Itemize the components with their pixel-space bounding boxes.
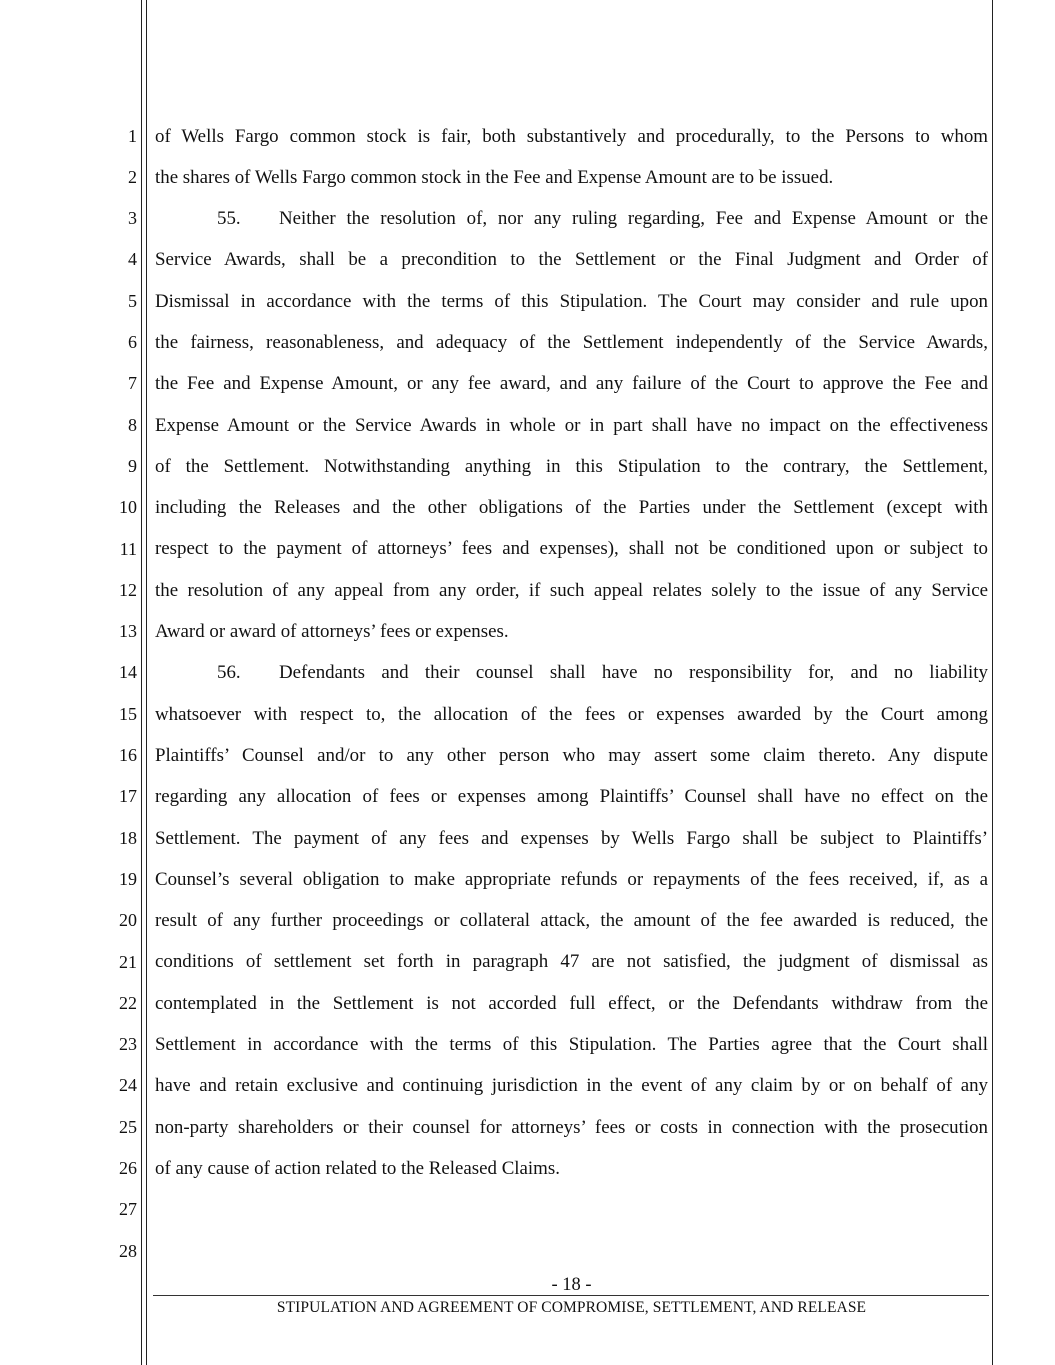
line-number: 1 [128,125,137,146]
line-number: 27 [119,1199,137,1220]
text-line: of the Settlement. Notwithstanding anything in this Stipulation to the contrary, the Settlement, [155,455,988,477]
line-number: 15 [119,703,137,724]
line-number: 13 [119,621,137,642]
text-line: of Wells Fargo common stock is fair, both substantively and procedurally, to the Persons to whom [155,125,988,147]
line-text: Neither the resolution of, nor any ruling regarding, Fee and Expense Amount or the [279,208,988,230]
text-line: have and retain exclusive and continuing jurisdiction in the event of any claim by or on behalf of any [155,1075,988,1097]
text-line: the fairness, reasonableness, and adequacy of the Settlement independently of the Service Awards, [155,331,988,353]
text-line: the resolution of any appeal from any order, if such appeal relates solely to the issue of any Service [155,579,988,601]
line-number: 4 [128,249,137,270]
line-number: 22 [119,992,137,1013]
text-line: contemplated in the Settlement is not accorded full effect, or the Defendants withdraw from the [155,992,988,1014]
page-number: - 18 - [551,1275,592,1295]
line-text: Defendants and their counsel shall have no responsibility for, and no liability [279,662,988,684]
line-number: 25 [119,1116,137,1137]
line-number: 21 [119,951,137,972]
text-line: result of any further proceedings or collateral attack, the amount of the fee awarded is reduced, the [155,910,988,932]
text-line: the shares of Wells Fargo common stock in the Fee and Expense Amount are to be issued. [155,166,834,188]
line-number: 23 [119,1034,137,1055]
text-line: Counsel’s several obligation to make appropriate refunds or repayments of the fees received, if, as a [155,868,988,890]
text-line: the Fee and Expense Amount, or any fee award, and any failure of the Court to approve the Fee and [155,373,988,395]
line-number: 12 [119,579,137,600]
line-number: 2 [128,166,137,187]
line-number: 3 [128,208,137,229]
line-number: 19 [119,868,137,889]
footer-divider [153,1295,989,1296]
text-line: including the Releases and the other obligations of the Parties under the Settlement (except with [155,497,988,519]
text-line [155,198,988,239]
text-line: Award or award of attorneys’ fees or expenses. [155,621,509,643]
document-body [155,116,988,1190]
text-line: Plaintiffs’ Counsel and/or to any other person who may assert some claim thereto. Any dispute [155,744,988,766]
document-title-footer: STIPULATION AND AGREEMENT OF COMPROMISE, SETTLEMENT, AND RELEASE [276,1299,867,1316]
line-number: 18 [119,827,137,848]
text-line: Settlement in accordance with the terms of this Stipulation. The Parties agree that the Court shall [155,1034,988,1056]
paragraph-number: 55. [217,208,241,230]
line-number: 14 [119,662,137,683]
text-line: regarding any allocation of fees or expenses among Plaintiffs’ Counsel shall have no effect on the [155,786,988,808]
text-line: Dismissal in accordance with the terms of this Stipulation. The Court may consider and rule upon [155,290,988,312]
text-line: Service Awards, shall be a precondition to the Settlement or the Final Judgment and Order of [155,249,988,271]
text-line: respect to the payment of attorneys’ fees and expenses), shall not be conditioned upon or subject to [155,538,988,560]
text-line: Expense Amount or the Service Awards in whole or in part shall have no impact on the effectiveness [155,414,988,436]
text-line [155,652,988,693]
line-number: 11 [119,538,137,559]
left-margin-rule-outer [141,0,142,1365]
line-number: 20 [119,910,137,931]
text-line: non-party shareholders or their counsel for attorneys’ fees or costs in connection with the prosecution [155,1116,988,1138]
text-line: conditions of settlement set forth in paragraph 47 are not satisfied, the judgment of dismissal as [155,951,988,973]
text-line: whatsoever with respect to, the allocation of the fees or expenses awarded by the Court among [155,703,988,725]
line-number: 10 [119,497,137,518]
right-margin-rule [992,0,993,1365]
line-number: 17 [119,786,137,807]
paragraph-number: 56. [217,662,241,684]
text-line: Settlement. The payment of any fees and expenses by Wells Fargo shall be subject to Plaintiffs’ [155,827,988,849]
line-number: 24 [119,1075,137,1096]
line-number: 26 [119,1158,137,1178]
line-number: 28 [119,1240,137,1261]
line-numbers-column [0,0,137,1365]
line-number: 8 [128,414,137,435]
line-number: 9 [128,455,137,476]
left-margin-rule-inner [146,0,147,1365]
line-number: 7 [128,373,137,394]
line-number: 6 [128,332,137,352]
text-line: of any cause of action related to the Released Claims. [155,1157,560,1179]
line-number: 16 [119,745,137,765]
line-number: 5 [128,290,137,311]
